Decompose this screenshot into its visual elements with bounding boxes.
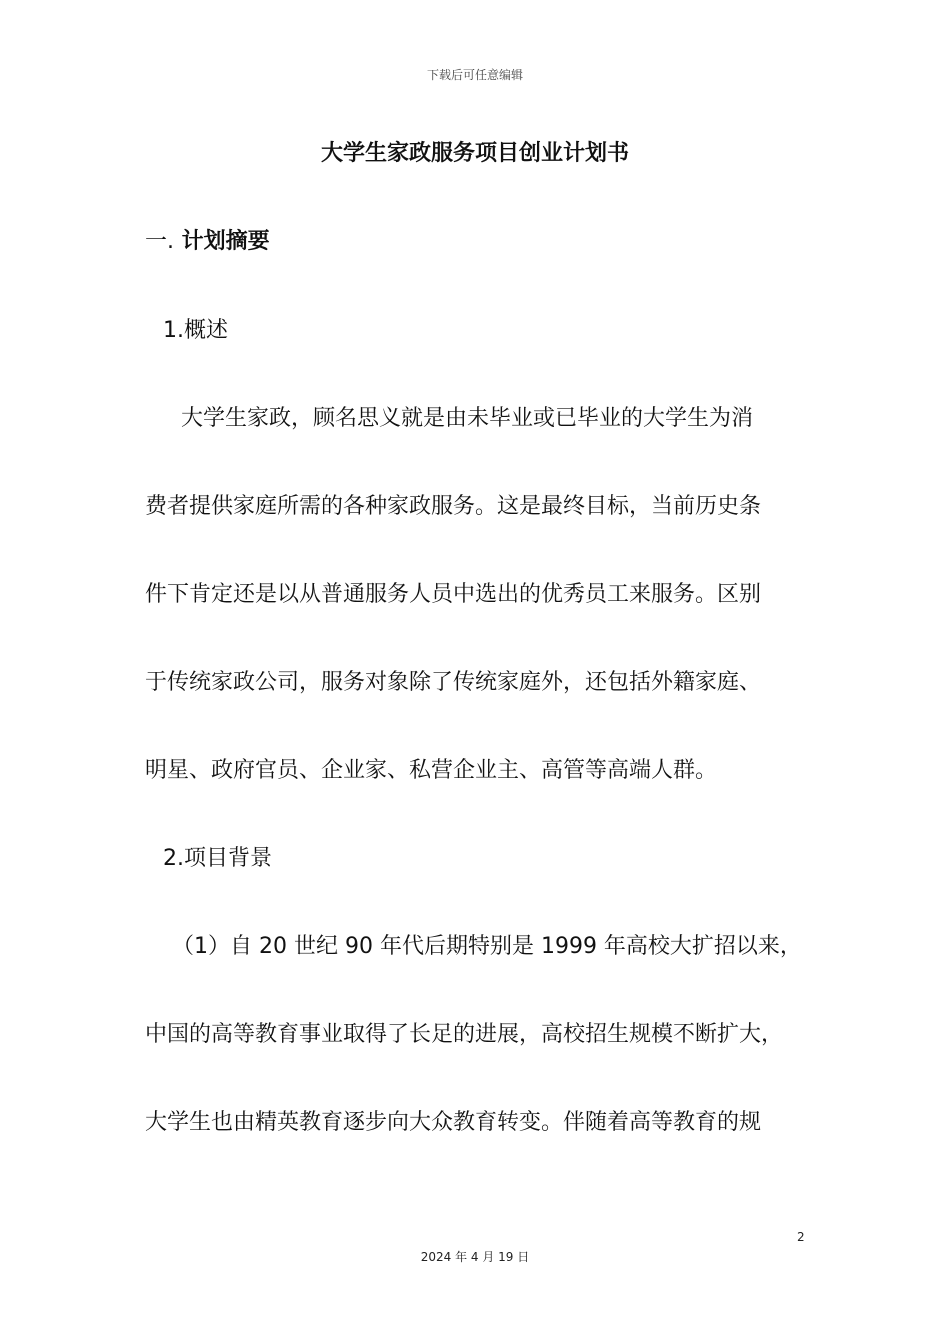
paragraph-line: （1）自 20 世纪 90 年代后期特别是 1999 年高校大扩招以来， xyxy=(172,934,802,959)
section-heading-text: 计划摘要 xyxy=(181,229,270,254)
header-note: 下载后可任意编辑 xyxy=(426,68,523,82)
section-heading xyxy=(145,224,270,255)
paragraph-line: 于传统家政公司，服务对象除了传统家庭外，还包括外籍家庭、 xyxy=(145,670,762,695)
paragraph-line: 明星、政府官员、企业家、私营企业主、高管等高端人群。 xyxy=(145,758,718,783)
paragraph-line: 费者提供家庭所需的各种家政服务。这是最终目标，当前历史条 xyxy=(145,494,762,519)
paragraph-line: 大学生家政，顾名思义就是由未毕业或已毕业的大学生为消 xyxy=(181,406,754,431)
subheading-overview: 1.概述 xyxy=(163,318,228,343)
subheading-background: 2.项目背景 xyxy=(163,846,272,871)
page-number: 2 xyxy=(797,1230,805,1244)
document-title: 大学生家政服务项目创业计划书 xyxy=(320,141,629,166)
paragraph-line: 大学生也由精英教育逐步向大众教育转变。伴随着高等教育的规 xyxy=(145,1110,762,1135)
footer-date: 2024 年 4 月 19 日 xyxy=(420,1250,530,1264)
paragraph-line: 中国的高等教育事业取得了长足的进展，高校招生规模不断扩大， xyxy=(145,1022,784,1047)
section-number: 一. xyxy=(145,229,174,254)
paragraph-line: 件下肯定还是以从普通服务人员中选出的优秀员工来服务。区别 xyxy=(145,582,762,607)
